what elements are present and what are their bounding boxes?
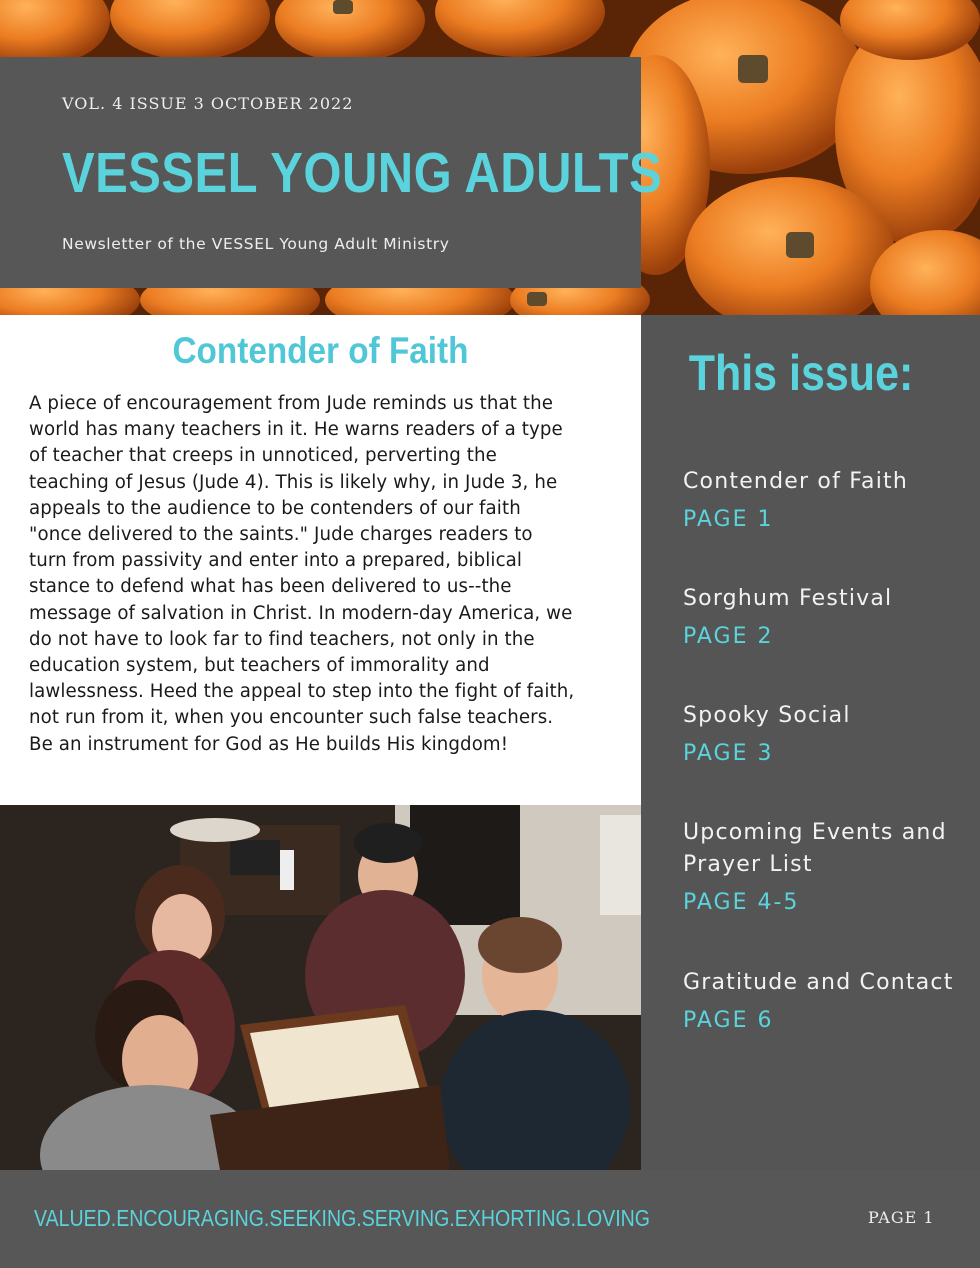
toc-item-page: PAGE 6	[683, 1008, 774, 1033]
article-title: Contender of Faith	[172, 330, 469, 371]
toc-item-upcoming-events[interactable]	[683, 817, 963, 918]
sidebar-title: This issue:	[688, 345, 914, 401]
toc-item-contender-of-faith[interactable]	[683, 466, 963, 535]
newsletter-subtitle: Newsletter of the VESSEL Young Adult Ministry	[62, 235, 450, 253]
toc-item-spooky-social[interactable]	[683, 700, 963, 769]
toc-item-page: PAGE 1	[683, 507, 774, 532]
toc-item-page: PAGE 2	[683, 624, 774, 649]
page-number: PAGE 1	[868, 1208, 935, 1227]
toc-item-label: Spooky Social	[683, 703, 851, 728]
toc-item-label: Sorghum Festival	[683, 586, 893, 611]
article-body: A piece of encouragement from Jude reminds us that the world has many teachers in it. He warns readers of a type of teacher that creeps in unnoticed, perverting the teaching of Jesus (Jude 4). This is likely why, in Jude 3, he appeals to the audience to be contenders of our faith "once delivered to the saints." Jude charges readers to turn from passivity and enter into a prepared, biblical stance to defend what has been delivered to us--the message of salvation in Christ. In modern-day America, we do not have to look far to find teachers, not only in the education system, but teachers of immorality and lawlessness. Heed the appeal to step into the fight of faith, not run from it, when you encounter such false teachers. Be an instrument for God as He builds His kingdom!	[29, 393, 575, 755]
toc-item-page: PAGE 4-5	[683, 890, 800, 915]
group-photo	[0, 805, 641, 1170]
footer-tagline: VALUED.ENCOURAGING.SEEKING.SERVING.EXHORTING.LOVING	[34, 1205, 650, 1231]
toc-item-label: Contender of Faith	[683, 469, 909, 494]
toc-item-label: Gratitude and Contact	[683, 970, 954, 995]
toc-item-label: Upcoming Events and Prayer List	[683, 820, 947, 877]
toc-item-gratitude-contact[interactable]	[683, 967, 963, 1036]
issue-line: VOL. 4 ISSUE 3 OCTOBER 2022	[62, 94, 354, 113]
toc-item-page: PAGE 3	[683, 741, 774, 766]
toc-item-sorghum-festival[interactable]	[683, 583, 963, 652]
newsletter-title: VESSEL YOUNG ADULTS	[62, 141, 663, 205]
